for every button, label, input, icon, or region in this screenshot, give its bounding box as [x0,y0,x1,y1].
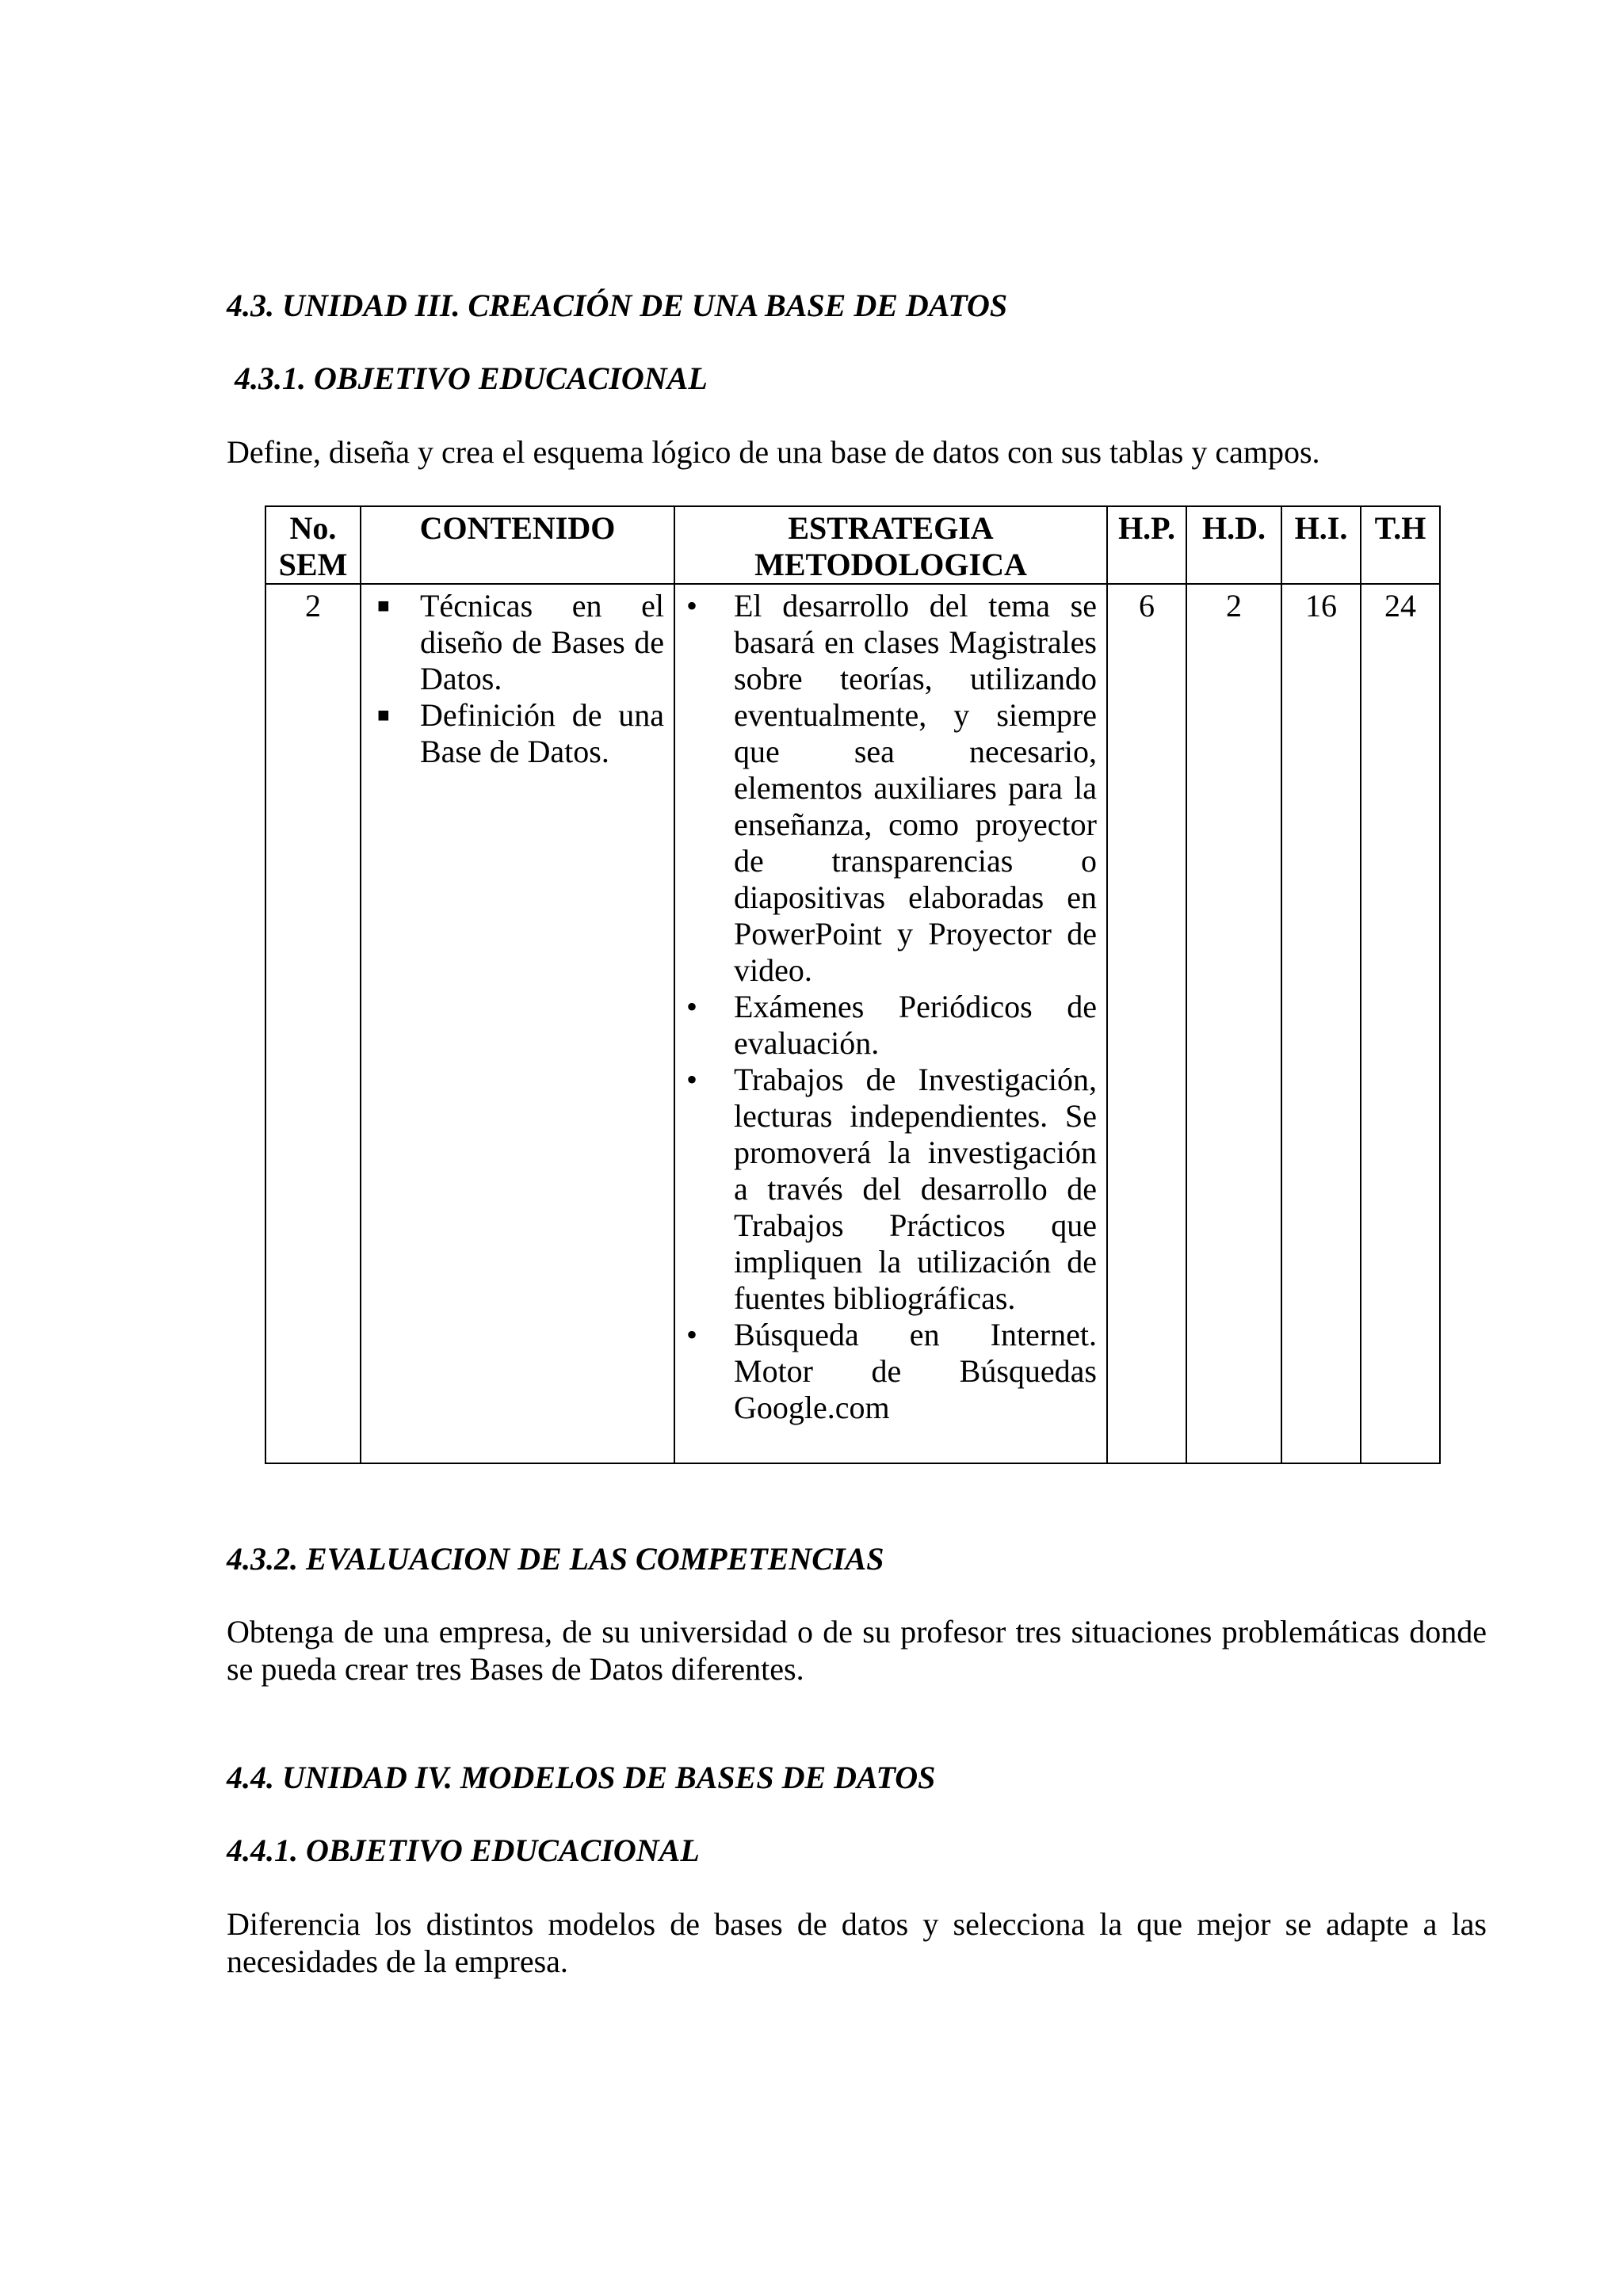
square-bullet-icon: ■ [377,594,390,617]
cell-contenido [361,584,674,1463]
cell-hd: 2 [1186,584,1281,1463]
contenido-item [377,588,664,697]
round-bullet-icon: • [686,1062,698,1097]
header-contenido: CONTENIDO [361,506,674,584]
cell-estrategia [674,584,1107,1463]
contenido-item-text: Técnicas en el diseño de Bases de Datos. [420,588,664,696]
header-estrategia-line-1: ESTRATEGIA [788,510,994,546]
round-bullet-icon: • [686,1317,698,1352]
header-estrategia [674,506,1107,584]
estrategia-list [675,585,1106,1426]
estrategia-item [686,1062,1097,1317]
round-bullet-icon: • [686,588,698,624]
estrategia-item [686,588,1097,989]
cell-th: 24 [1361,584,1440,1463]
table-row [265,584,1440,1463]
estrategia-item-text: Trabajos de Investigación, lecturas independientes. Se promoverá la investigación a través del desarrollo de Trabajos Prácticos que impliquen la utilización de fuentes bibliográficas. [734,1062,1097,1316]
contenido-item [377,697,664,770]
contenido-list [361,585,674,770]
contenido-item-text: Definición de una Base de Datos. [420,697,664,769]
header-hp: H.P. [1107,506,1186,584]
unit-3-course-table [265,505,1441,1464]
estrategia-item-text: El desarrollo del tema se basará en clases Magistrales sobre teorías, utilizando eventualmente, y siempre que sea necesario, elementos auxiliares para la enseñanza, como proyector de transparencias o diapositivas elaboradas en PowerPoint y Proyector de video. [734,588,1097,988]
header-estrategia-line-2: METODOLOGICA [754,547,1027,582]
unit-3-objective-text: Define, diseña y crea el esquema lógico de una base de datos con sus tablas y campos. [227,434,1320,470]
estrategia-item-text: Exámenes Periódicos de evaluación. [734,989,1097,1061]
unit-3-objective-heading: 4.3.1. OBJETIVO EDUCACIONAL [235,360,708,396]
header-th: T.H [1361,506,1440,584]
header-hi: H.I. [1281,506,1361,584]
header-sem-line-1: No. [289,510,337,546]
square-bullet-icon: ■ [377,704,390,727]
unit-4-objective-text: Diferencia los distintos modelos de bases de datos y selecciona la que mejor se adapte a las necesidades de la empresa. [227,1906,1487,1979]
round-bullet-icon: • [686,989,698,1024]
cell-hp: 6 [1107,584,1186,1463]
evaluation-text: Obtenga de una empresa, de su universidad o de su profesor tres situaciones problemáticas donde se pueda crear tres Bases de Datos diferentes. [227,1614,1487,1687]
header-sem [265,506,361,584]
unit-4-objective-heading: 4.4.1. OBJETIVO EDUCACIONAL [227,1833,700,1868]
unit-4-title: 4.4. UNIDAD IV. MODELOS DE BASES DE DATOS [227,1760,936,1795]
cell-hi: 16 [1281,584,1361,1463]
estrategia-item [686,1317,1097,1426]
cell-sem: 2 [265,584,361,1463]
header-hd: H.D. [1186,506,1281,584]
header-sem-line-2: SEM [278,547,348,582]
estrategia-item-text: Búsqueda en Internet. Motor de Búsquedas Google.com [734,1317,1097,1425]
table-header-row [265,506,1440,584]
unit-3-title: 4.3. UNIDAD III. CREACIÓN DE UNA BASE DE DATOS [227,288,1008,323]
evaluation-heading: 4.3.2. EVALUACION DE LAS COMPETENCIAS [227,1541,884,1577]
estrategia-item [686,989,1097,1062]
